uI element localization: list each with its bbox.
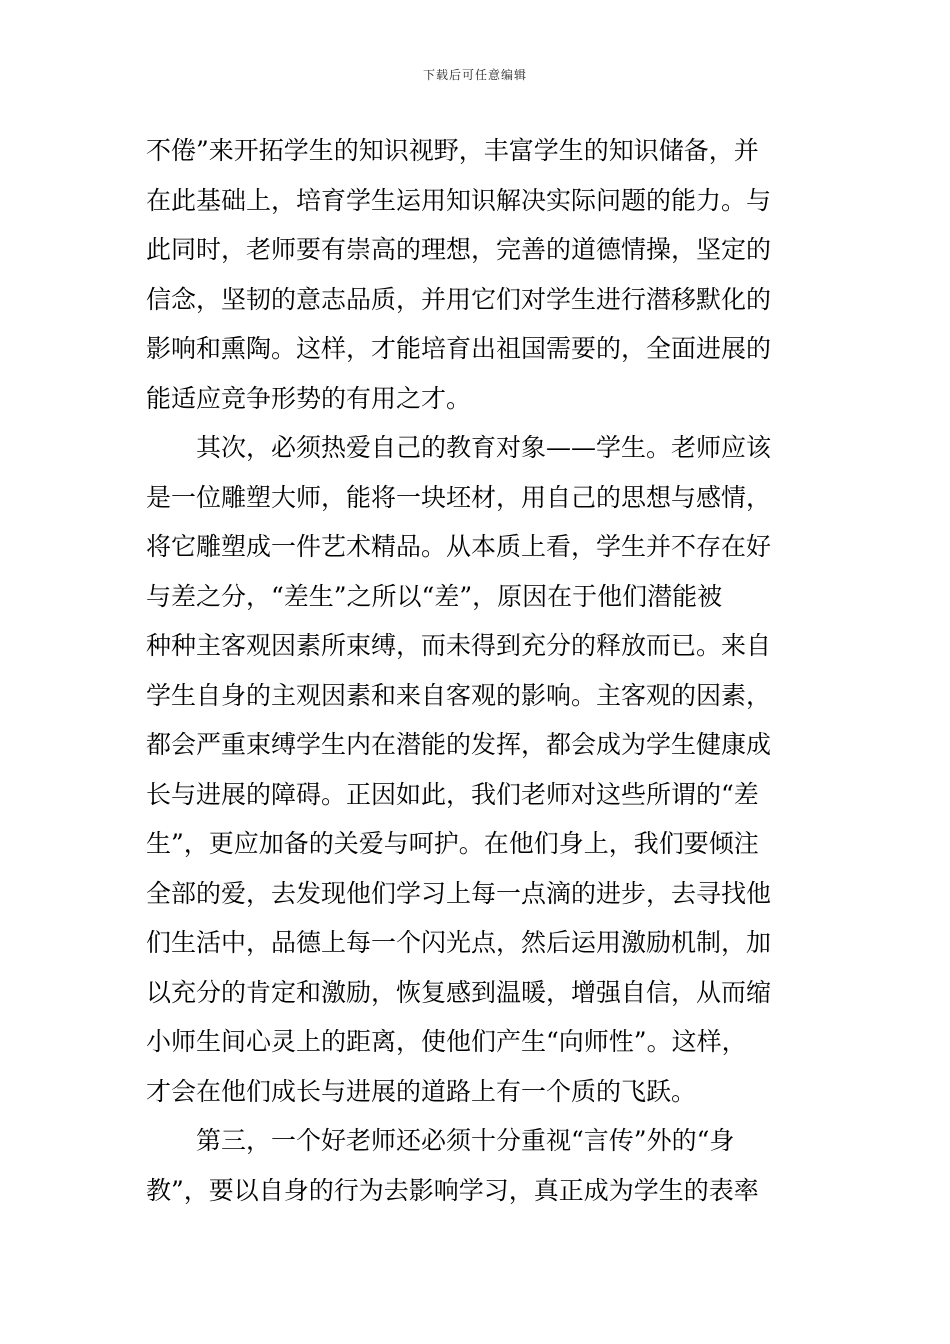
- text-line: 教”，要以自身的行为去影响学习，真正成为学生的表率: [146, 1175, 759, 1205]
- text-line: 与差之分，“差生”之所以“差”，原因在于他们潜能被: [146, 581, 723, 611]
- text-line: 生”，更应加备的关爱与呵护。在他们身上，我们要倾注: [146, 829, 759, 858]
- text-line: 信念，坚韧的意志品质，并用它们对学生进行潜移默化的: [146, 284, 772, 314]
- text-line: 学生自身的主观因素和来自客观的影响。主客观的因素，: [146, 680, 772, 710]
- text-line: 不倦”来开拓学生的知识视野，丰富学生的知识储备，并: [146, 136, 759, 165]
- text-line: 影响和熏陶。这样，才能培育出祖国需要的，全面进展的: [146, 334, 772, 363]
- text-line: 在此基础上，培育学生运用知识解决实际问题的能力。与: [146, 185, 772, 215]
- text-line: 都会严重束缚学生内在潜能的发挥，都会成为学生健康成: [146, 730, 772, 759]
- text-line: 才会在他们成长与进展的道路上有一个质的飞跃。: [146, 1076, 697, 1106]
- text-line: 此同时，老师要有崇高的理想，完善的道德情操，坚定的: [146, 235, 772, 264]
- text-line: 种种主客观因素所束缚，而未得到充分的释放而已。来自: [146, 631, 772, 660]
- text-line: 小师生间心灵上的距离，使他们产生“向师性”。这样，: [146, 1027, 747, 1056]
- text-line: 们生活中，品德上每一个闪光点，然后运用激励机制，加: [146, 928, 772, 957]
- page-header: 下载后可任意编辑: [422, 68, 527, 82]
- text-line: 全部的爱，去发现他们学习上每一点滴的进步，去寻找他: [146, 878, 772, 908]
- paragraph-start-line: 其次，必须热爱自己的教育对象——学生。老师应该: [196, 433, 772, 462]
- document-body: [146, 126, 806, 1215]
- text-line: 以充分的肯定和激励，恢复感到温暖，增强自信，从而缩: [146, 977, 772, 1007]
- text-line: 能适应竞争形势的有用之才。: [146, 383, 472, 413]
- text-line: 将它雕塑成一件艺术精品。从本质上看，学生并不存在好: [146, 532, 772, 561]
- text-line: 是一位雕塑大师，能将一块坯材，用自己的思想与感情，: [146, 482, 772, 512]
- text-line: 长与进展的障碍。正因如此，我们老师对这些所谓的“差: [146, 779, 759, 809]
- paragraph-start-line: 第三，一个好老师还必须十分重视“言传”外的“身: [196, 1126, 735, 1155]
